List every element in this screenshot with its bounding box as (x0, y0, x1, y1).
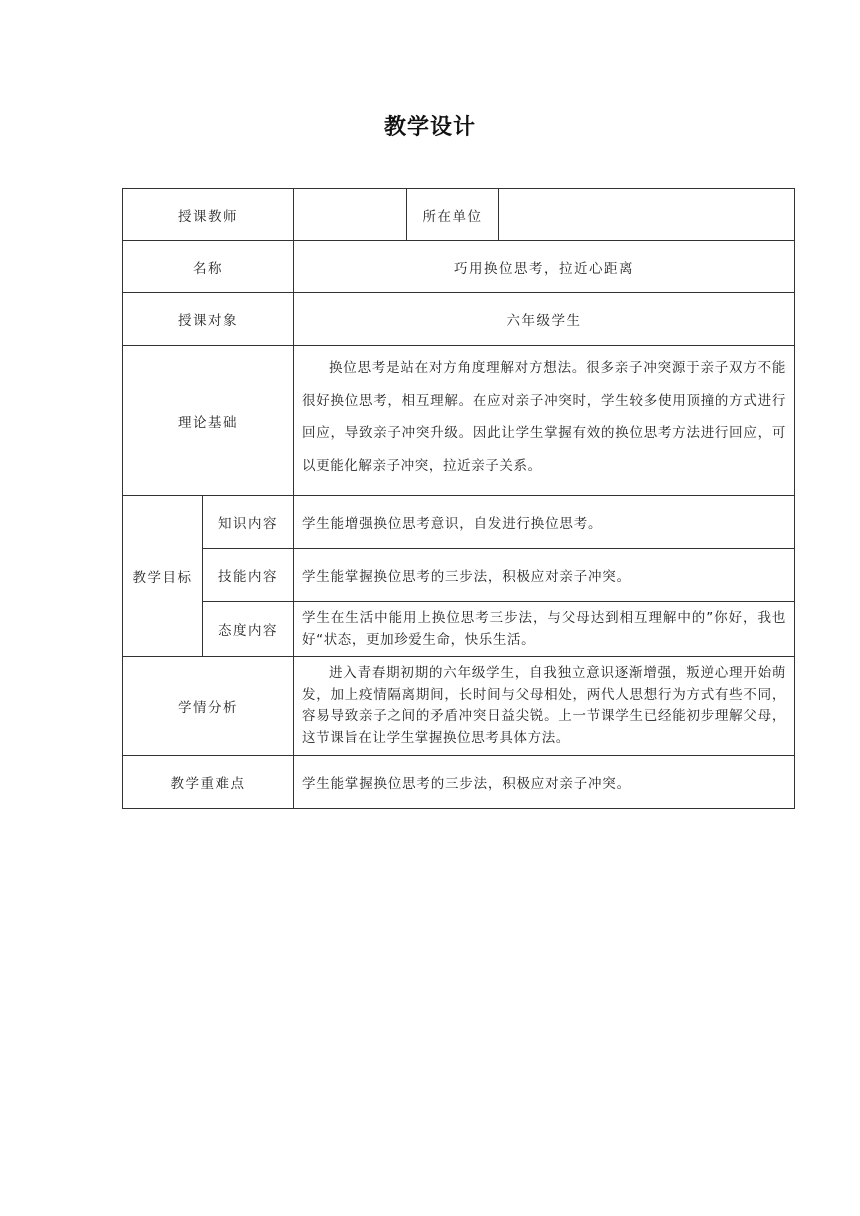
knowledge-label: 知识内容 (203, 496, 294, 549)
attitude-text: 学生在生活中能用上换位思考三步法，与父母达到相互理解中的”你好，我也好“状态，更加珍爱生命，快乐生活。 (294, 602, 795, 657)
knowledge-text: 学生能增强换位思考意识，自发进行换位思考。 (294, 496, 795, 549)
name-label: 名称 (123, 241, 294, 293)
audience-row (123, 293, 795, 346)
name-value: 巧用换位思考，拉近心距离 (294, 241, 795, 293)
skill-row (123, 549, 795, 602)
attitude-row (123, 602, 795, 657)
theory-row (123, 346, 795, 496)
unit-value-cell[interactable] (499, 189, 795, 241)
analysis-text: 进入青春期初期的六年级学生，自我独立意识逐渐增强，叛逆心理开始萌发，加上疫情隔离期间，长时间与父母相处，两代人思想行为方式有些不同，容易导致亲子之间的矛盾冲突日益尖锐。上一节课学生已经能初步理解父母，这节课旨在让学生掌握换位思考具体方法。 (294, 657, 795, 756)
teacher-row (123, 189, 795, 241)
page-title: 教学设计 (383, 115, 476, 140)
lesson-design-table (122, 188, 795, 809)
knowledge-row (123, 496, 795, 549)
goals-label: 教学目标 (123, 496, 203, 657)
theory-label: 理论基础 (123, 346, 294, 496)
theory-text: 换位思考是站在对方角度理解对方想法。很多亲子冲突源于亲子双方不能很好换位思考，相互理解。在应对亲子冲突时，学生较多使用顶撞的方式进行回应，导致亲子冲突升级。因此让学生掌握有效的换位思考方法进行回应，可以更能化解亲子冲突，拉近亲子关系。 (294, 346, 795, 496)
analysis-label: 学情分析 (123, 657, 294, 756)
audience-value: 六年级学生 (294, 293, 795, 346)
teacher-label: 授课教师 (123, 189, 294, 241)
analysis-row (123, 657, 795, 756)
skill-text: 学生能掌握换位思考的三步法，积极应对亲子冲突。 (294, 549, 795, 602)
attitude-label: 态度内容 (203, 602, 294, 657)
name-row (123, 241, 795, 293)
difficulty-label: 教学重难点 (123, 756, 294, 809)
unit-label: 所在单位 (407, 189, 499, 241)
teacher-value-cell[interactable] (294, 189, 407, 241)
difficulty-text: 学生能掌握换位思考的三步法，积极应对亲子冲突。 (294, 756, 795, 809)
difficulty-row (123, 756, 795, 809)
skill-label: 技能内容 (203, 549, 294, 602)
audience-label: 授课对象 (123, 293, 294, 346)
